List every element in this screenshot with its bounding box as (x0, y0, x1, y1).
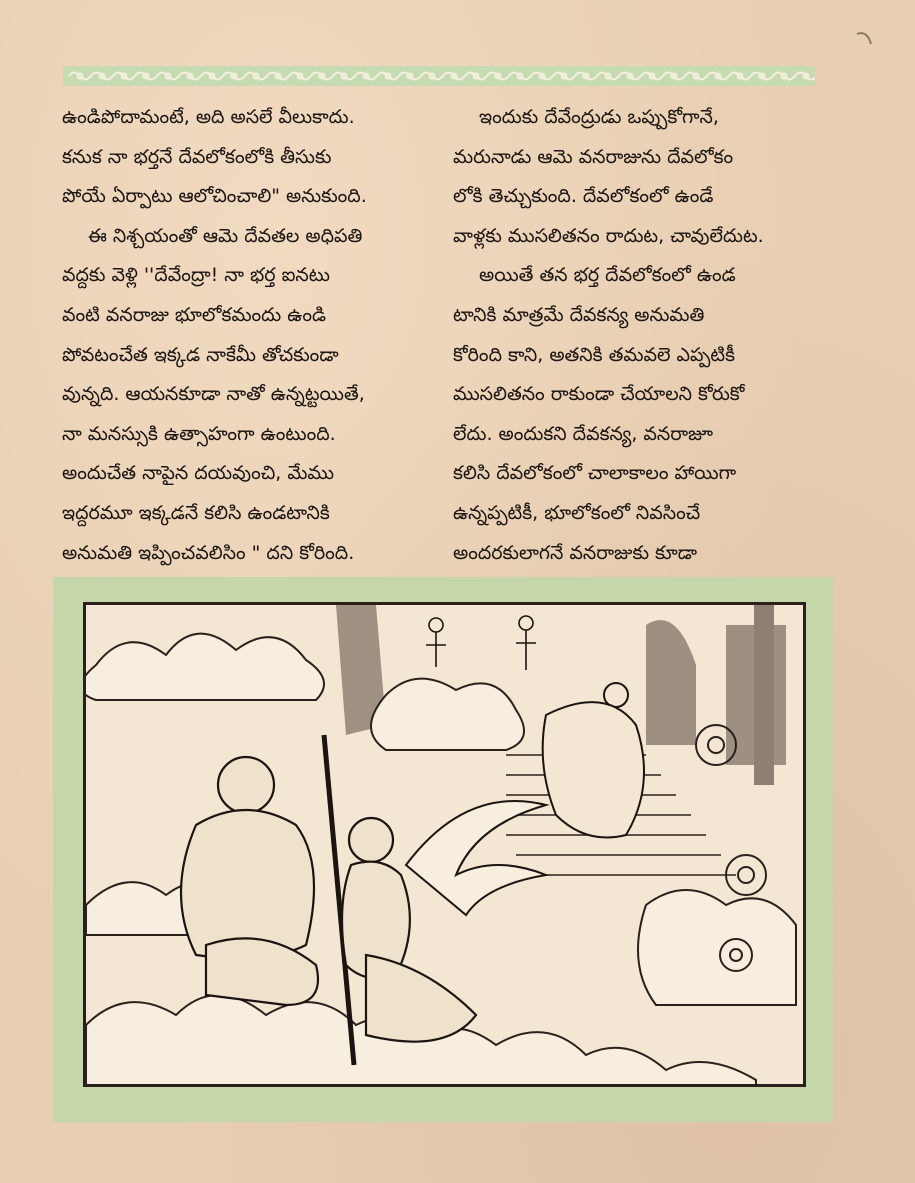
text-line: ఈ నిశ్చయంతో ఆమె దేవతల అధిపతి (88, 224, 363, 247)
text-line: ఇందుకు దేవేంద్రుడు ఒప్పుకోగానే, (479, 106, 719, 128)
text-line: వంటి వనరాజు భూలోకమందు ఉండి (62, 303, 327, 326)
illustration-frame (53, 577, 833, 1122)
text-line: అయితే తన భర్త దేవలోకంలో ఉండ (479, 264, 736, 287)
text-line: ఇద్దరమూ ఇక్కడనే కలిసి ఉండటానికి (62, 501, 330, 524)
text-line: కలిసి దేవలోకంలో చాలాకాలం హాయిగా (453, 462, 737, 485)
text-line: టానికి మాత్రమే దేవకన్య అనుమతి (453, 303, 705, 326)
text-line: వద్దకు వెళ్లి ''దేవేంద్రా! నా భర్త ఐనటు (62, 264, 330, 287)
text-line: అందుచేత నాపైన దయవుంచి, మేము (62, 462, 335, 485)
illustration (83, 602, 806, 1087)
text-line: వాళ్లకు ముసలితనం రాదుట, చావులేదుట. (453, 224, 764, 247)
text-line: నా మనస్సుకి ఉత్సాహంగా ఉంటుంది. (62, 422, 336, 445)
text-line: ఉన్నప్పటికీ, భూలోకంలో నివసించే (453, 501, 701, 524)
left-text-column (62, 98, 422, 573)
page-corner-mark (853, 28, 875, 54)
text-line: ముసలితనం రాకుండా చేయాలని కోరుకో (453, 383, 745, 406)
text-line: లోకి తెచ్చుకుంది. దేవలోకంలో ఉండే (453, 185, 714, 208)
text-line: కనుక నా భర్తనే దేవలోకంలోకి తీసుకు (62, 145, 332, 168)
text-line: వున్నది. ఆయనకూడా నాతో ఉన్నట్టయితే, (62, 383, 365, 406)
text-line: కోరింది కాని, అతనికి తమవలె ఎప్పటికీ (453, 343, 735, 366)
text-line: అనుమతి ఇప్పించవలిసిం " దని కోరింది. (62, 541, 355, 564)
text-line: పోయే ఏర్పాటు ఆలోచించాలి" అనుకుంది. (62, 185, 367, 208)
text-line: లేదు. అందుకని దేవకన్య, వనరాజూ (453, 422, 714, 445)
right-text-column (453, 98, 813, 573)
text-line: ఉండిపోదామంటే, అది అసలే వీలుకాదు. (62, 106, 355, 128)
text-line: అందరకులాగనే వనరాజుకు కూడా (453, 541, 698, 564)
text-line: మరునాడు ఆమె వనరాజును దేవలోకం (453, 145, 734, 168)
decorative-border-strip (63, 66, 815, 86)
text-line: పోవటంచేత ఇక్కడ నాకేమీ తోచకుండా (62, 343, 339, 366)
